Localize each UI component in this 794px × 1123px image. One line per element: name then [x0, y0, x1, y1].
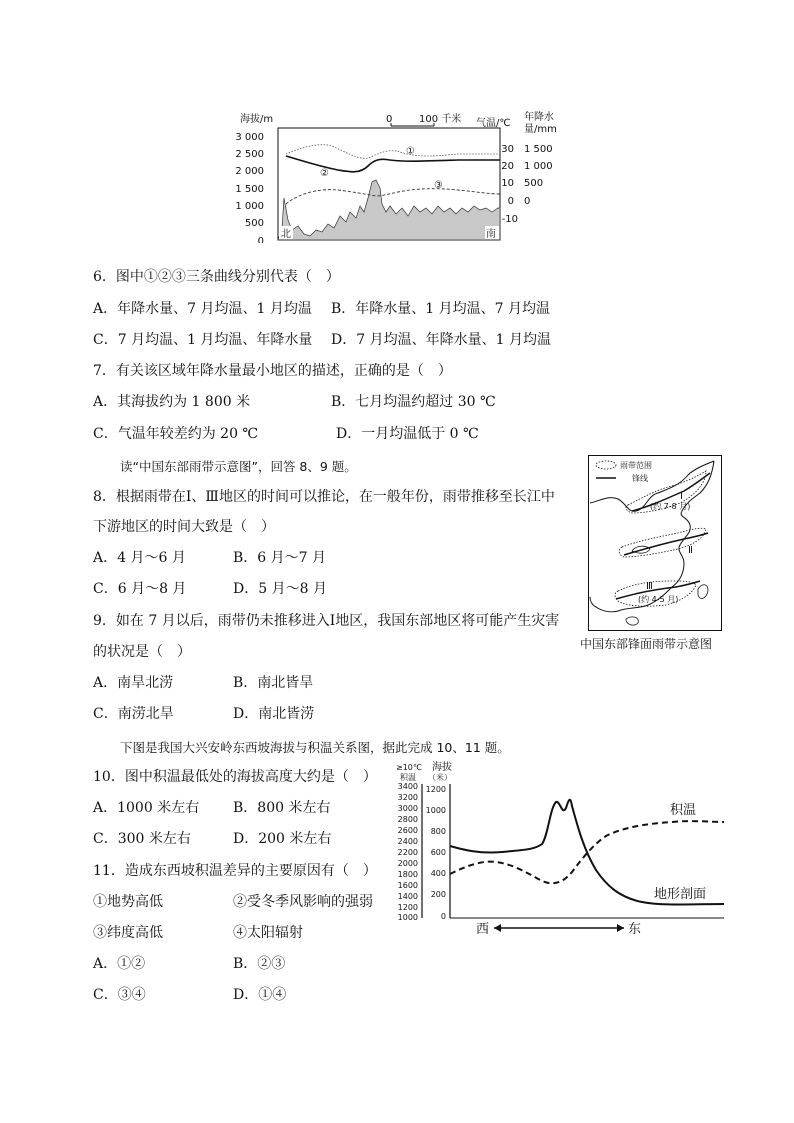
profile-figure	[228, 108, 558, 243]
q11-item-3: ③纬度高低	[93, 925, 163, 941]
acc-tick-1600: 1600	[397, 881, 418, 890]
precip-tick-1000: 1 000	[524, 161, 553, 172]
tick-0: 0	[257, 236, 264, 243]
curve-label-1: ①	[406, 146, 415, 157]
q6-option-a[interactable]: A．年降水量、7 月均温、1 月均温	[93, 301, 312, 317]
accumulated-temp-figure	[392, 758, 732, 943]
curve-label-2: ②	[320, 168, 329, 179]
alt-tick-1000: 1000	[425, 806, 446, 815]
q11-option-c[interactable]: C．③④	[93, 987, 146, 1003]
precip-axis-title-2: 量/mm	[524, 124, 557, 135]
intro-10-11: 下图是我国大兴安岭东西坡海拔与积温关系图，据此完成 10、11 题。	[120, 740, 510, 755]
q6-option-c[interactable]: C．7 月均温、1 月均温、年降水量	[93, 332, 313, 348]
q7-option-a[interactable]: A．其海拔约为 1 800 米	[93, 394, 251, 410]
acc-tick-3000: 3000	[397, 804, 418, 813]
tick-1500: 1 500	[235, 184, 264, 195]
curve-label-3: ③	[434, 180, 443, 191]
left-axis-ticks	[235, 132, 264, 243]
scale-zero: 0	[386, 114, 393, 125]
south-label: 南	[486, 229, 496, 240]
q8-stem-line-2: 下游地区的时间大致是（ ）	[93, 519, 275, 535]
precip-tick-1500: 1 500	[524, 144, 553, 155]
legend-rain-label: 雨带范围	[620, 461, 652, 470]
tick-1000: 1 000	[235, 201, 264, 212]
map-frame	[589, 456, 722, 631]
alt-tick-400: 400	[430, 869, 446, 878]
acc-tick-3200: 3200	[397, 793, 418, 802]
q11-item-1: ①地势高低	[93, 894, 163, 910]
q8-option-c[interactable]: C．6 月～8 月	[93, 581, 187, 597]
alt-tick-200: 200	[430, 890, 446, 899]
q8-option-d[interactable]: D．5 月～8 月	[233, 581, 327, 597]
rain-belt-map	[588, 455, 722, 631]
north-label: 北	[281, 229, 291, 240]
q8-option-b[interactable]: B．6 月～7 月	[233, 550, 327, 566]
q6-option-d[interactable]: D．7 月均温、年降水量、1 月均温	[331, 332, 551, 348]
acc-axis-title-2: 积温	[400, 773, 416, 782]
q6-option-b[interactable]: B．年降水量、1 月均温、7 月均温	[331, 301, 551, 317]
q11-option-a[interactable]: A．①②	[93, 956, 146, 972]
curve-2	[286, 156, 500, 172]
acc-tick-2200: 2200	[397, 848, 418, 857]
q11-item-4: ④太阳辐射	[233, 925, 303, 941]
alt-tick-800: 800	[430, 827, 446, 836]
map-caption: 中国东部锋面雨带示意图	[580, 637, 713, 651]
q9-option-c[interactable]: C．南涝北旱	[93, 706, 174, 722]
temp-tick-20: 20	[501, 161, 514, 172]
alt-axis-ticks	[426, 785, 446, 921]
temp-tick-30: 30	[501, 144, 514, 155]
east-label: 东	[628, 922, 642, 937]
precip-axis-ticks	[524, 144, 553, 207]
region-1-time: (约 7-8 月)	[650, 502, 691, 511]
q10-option-a[interactable]: A．1000 米左右	[93, 800, 200, 816]
left-axis-title: 海拔/m	[240, 114, 274, 125]
tick-3000: 3 000	[235, 132, 264, 143]
tick-2500: 2 500	[235, 149, 264, 160]
intro-8-9: 读“中国东部雨带示意图”，回答 8、9 题。	[120, 459, 357, 474]
acc-tick-2000: 2000	[397, 859, 418, 868]
acc-tick-1800: 1800	[397, 870, 418, 879]
q11-item-2: ②受冬季风影响的强弱	[233, 894, 373, 910]
q10-stem: 10．图中积温最低处的海拔高度大约是（ ）	[93, 769, 377, 785]
region-3-time: (约 4-5 月)	[638, 595, 679, 604]
precip-axis-title-1: 年降水	[524, 112, 554, 123]
q11-option-d[interactable]: D．①④	[233, 987, 287, 1003]
alt-axis-title-1: 海拔	[432, 762, 452, 773]
west-label: 西	[476, 922, 490, 937]
temp-axis-title: 气温/℃	[476, 118, 511, 129]
temp-tick-10: 10	[501, 178, 514, 189]
q6-stem: 6．图中①②③三条曲线分别代表（ ）	[93, 269, 340, 285]
legend-front-label: 锋线	[632, 474, 648, 483]
q9-stem-line-2: 的状况是（ ）	[93, 644, 191, 660]
q7-option-d[interactable]: D．一月均温低于 0 ℃	[336, 426, 479, 442]
acc-tick-1000: 1000	[397, 913, 418, 922]
temp-tick-0: 0	[507, 196, 514, 207]
q9-option-b[interactable]: B．南北皆旱	[233, 675, 314, 691]
q7-stem: 7．有关该区域年降水量最小地区的描述，正确的是（ ）	[93, 363, 452, 379]
temp-axis-ticks	[501, 144, 518, 225]
q8-option-a[interactable]: A．4 月～6 月	[93, 550, 186, 566]
q7-option-c[interactable]: C．气温年较差约为 20 ℃	[93, 426, 259, 442]
q9-option-a[interactable]: A．南旱北涝	[93, 675, 174, 691]
alt-tick-600: 600	[430, 848, 446, 857]
acc-tick-2400: 2400	[397, 837, 418, 846]
q10-option-b[interactable]: B．800 米左右	[233, 800, 331, 816]
q7-option-b[interactable]: B．七月均温约超过 30 ℃	[331, 394, 496, 410]
tick-500: 500	[244, 218, 264, 229]
precip-tick-500: 500	[524, 178, 544, 189]
scale-label: 100 千米	[419, 114, 462, 125]
q11-stem: 11．造成东西坡积温差异的主要原因有（ ）	[93, 863, 377, 879]
acc-tick-2600: 2600	[397, 826, 418, 835]
curve-3	[286, 189, 500, 204]
acc-tick-2800: 2800	[397, 815, 418, 824]
q11-option-b[interactable]: B．②③	[233, 956, 286, 972]
acc-tick-3400: 3400	[397, 782, 418, 791]
alt-tick-0: 0	[440, 912, 446, 921]
acc-axis-ticks	[398, 782, 418, 922]
region-1-label: Ⅰ	[680, 491, 683, 502]
alt-axis-title-2: （米）	[428, 773, 452, 782]
acc-temp-label: 积温	[670, 803, 697, 818]
acc-tick-1400: 1400	[397, 892, 418, 901]
precip-tick-0: 0	[524, 196, 531, 207]
region-2-label: Ⅱ	[688, 545, 693, 556]
alt-tick-1200: 1200	[425, 785, 446, 794]
curve-1	[286, 145, 500, 159]
acc-axis-title-1: ≥10℃	[396, 763, 422, 772]
q8-stem-line-1: 8．根据雨带在Ⅰ、Ⅲ地区的时间可以推论，在一般年份，雨带推移至长江中	[93, 489, 555, 505]
q9-stem-line-1: 9．如在 7 月以后，雨带仍未推移进入Ⅰ地区，我国东部地区将可能产生灾害	[93, 613, 560, 629]
q10-option-d[interactable]: D．200 米左右	[233, 831, 332, 847]
region-3-label: Ⅲ	[646, 581, 653, 592]
q9-option-d[interactable]: D．南北皆涝	[233, 706, 315, 722]
q10-option-c[interactable]: C．300 米左右	[93, 831, 191, 847]
terrain-profile-label: 地形剖面	[654, 887, 707, 902]
temp-tick-minus10: -10	[501, 214, 518, 225]
tick-2000: 2 000	[235, 166, 264, 177]
terrain-profile	[278, 180, 500, 240]
acc-tick-1200: 1200	[397, 903, 418, 912]
